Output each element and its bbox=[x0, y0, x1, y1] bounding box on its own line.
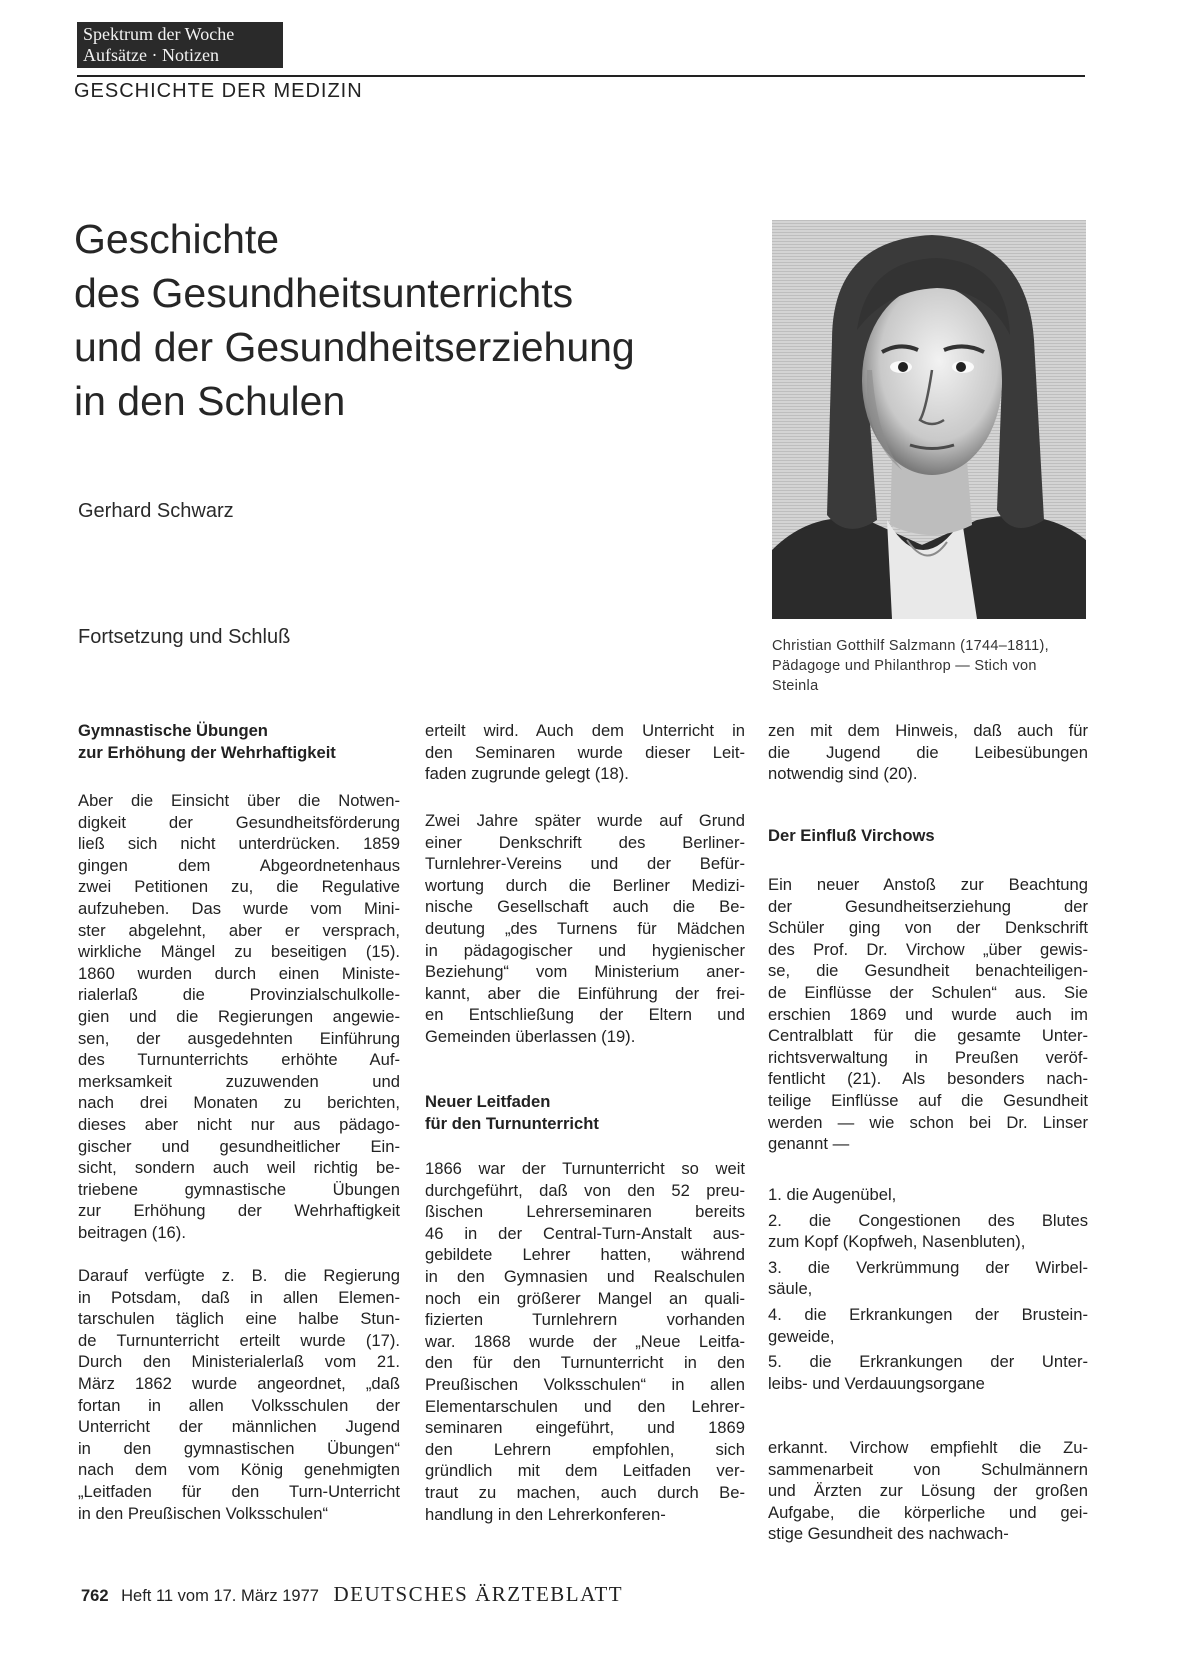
text-line: den Lehrern empfohlen, sich bbox=[425, 1439, 745, 1459]
column-3-paragraph-2 bbox=[768, 874, 1088, 1155]
text-line: beitragen (16). bbox=[78, 1222, 186, 1242]
text-line: des Turnunterrichts erhöhte Auf- bbox=[78, 1050, 400, 1070]
column-1-heading bbox=[78, 720, 400, 763]
text-line: erteilt wird. Auch dem Unterricht in bbox=[425, 721, 745, 740]
list-item-line: 2. die Congestionen des Blutes bbox=[768, 1210, 1088, 1230]
list-item-line: leibs- und Verdauungsorgane bbox=[768, 1373, 985, 1393]
page-footer bbox=[81, 1582, 623, 1607]
text-line: noch ein größerer Mangel an quali- bbox=[425, 1288, 745, 1308]
text-line: gebildete Lehrer hatten, während bbox=[425, 1245, 745, 1265]
text-line: 1866 war der Turnunterricht so weit bbox=[425, 1159, 745, 1178]
text-line: digkeit der Gesundheitsförderung bbox=[78, 812, 400, 832]
text-line: Zwei Jahre später wurde auf Grund bbox=[425, 811, 745, 830]
subheading: Neuer Leitfaden bbox=[425, 1092, 551, 1111]
title-line: des Gesundheitsunterrichts bbox=[74, 270, 574, 316]
portrait-image bbox=[772, 220, 1086, 619]
list-item-line: 4. die Erkrankungen der Brustein- bbox=[768, 1304, 1088, 1324]
text-line: war. 1868 wurde der „Neue Leitfa- bbox=[425, 1331, 745, 1351]
text-line: erkannt. Virchow empfiehlt die Zu- bbox=[768, 1438, 1088, 1457]
text-line: nach dem vom König genehmigten bbox=[78, 1460, 400, 1480]
text-line: Ein neuer Anstoß zur Beachtung bbox=[768, 875, 1088, 894]
text-line: fizierten Turnlehrern vorhanden bbox=[425, 1310, 745, 1330]
text-line: handlung in den Lehrerkonferen- bbox=[425, 1504, 666, 1524]
text-line: deutung „des Turnens für Mädchen bbox=[425, 918, 745, 938]
column-1-paragraph-2 bbox=[78, 1265, 400, 1524]
subheading: Gymnastische Übungen bbox=[78, 721, 268, 740]
text-line: einer Denkschrift des Berliner- bbox=[425, 832, 745, 852]
text-line: kannt, aber die Einführung der frei- bbox=[425, 983, 745, 1003]
section-label: GESCHICHTE DER MEDIZIN bbox=[74, 80, 363, 102]
text-line: in den gymnastischen Übungen“ bbox=[78, 1438, 400, 1458]
text-line: teilige Einflüsse auf die Gesundheit bbox=[768, 1090, 1088, 1110]
title-line: in den Schulen bbox=[74, 378, 346, 424]
text-line: gingen dem Abgeordnetenhaus bbox=[78, 855, 400, 875]
page-number: 762 bbox=[81, 1587, 109, 1605]
column-2-paragraph-1 bbox=[425, 720, 745, 785]
issue-info: Heft 11 vom 17. März 1977 bbox=[121, 1587, 319, 1605]
list-item bbox=[768, 1184, 1088, 1206]
text-line: zwei Petitionen zu, die Regulative bbox=[78, 877, 400, 897]
section-kicker-box bbox=[77, 22, 283, 68]
text-line: Aufgabe, die körperliche und gei- bbox=[768, 1502, 1088, 1522]
subheading: Der Einfluß Virchows bbox=[768, 826, 935, 845]
text-line: Aber die Einsicht über die Notwen- bbox=[78, 791, 400, 810]
list-item-line: 5. die Erkrankungen der Unter- bbox=[768, 1352, 1088, 1372]
text-line: nische Gesellschaft auch die Be- bbox=[425, 897, 745, 917]
kicker-line-2: Aufsätze · Notizen bbox=[83, 45, 219, 65]
text-line: seminaren eingeführt, und 1869 bbox=[425, 1418, 745, 1438]
column-2-paragraph-2 bbox=[425, 810, 745, 1048]
text-line: gründlich mit dem Leitfaden ver- bbox=[425, 1461, 745, 1481]
text-line: genannt — bbox=[768, 1134, 850, 1154]
column-2-heading bbox=[425, 1091, 745, 1134]
text-line: wortung durch die Berliner Medizi- bbox=[425, 875, 745, 895]
text-line: ßischen Lehrerseminaren bereits bbox=[425, 1202, 745, 1222]
text-line: Preußischen Volksschulen“ in allen bbox=[425, 1374, 745, 1394]
text-line: stige Gesundheit des nachwach- bbox=[768, 1524, 1009, 1544]
text-line: en Entschließung der Eltern und bbox=[425, 1005, 745, 1025]
subheading: zur Erhöhung der Wehrhaftigkeit bbox=[78, 742, 336, 762]
text-line: Gemeinden überlassen (19). bbox=[425, 1026, 636, 1046]
text-line: Beziehung“ vom Ministerium aner- bbox=[425, 962, 745, 982]
text-line: fentlicht (21). Als besonders nach- bbox=[768, 1069, 1088, 1089]
text-line: 1860 wurden durch einen Ministe- bbox=[78, 963, 400, 983]
caption-line: Steinla bbox=[772, 678, 819, 694]
text-line: den für den Turnunterricht in den bbox=[425, 1353, 745, 1373]
article-title bbox=[74, 212, 635, 428]
column-1-paragraph-1 bbox=[78, 790, 400, 1243]
text-line: gien und die Regierungen angewie- bbox=[78, 1006, 400, 1026]
text-line: des Prof. Dr. Virchow „über gewis- bbox=[768, 939, 1088, 959]
text-line: richtsverwaltung in Preußen veröf- bbox=[768, 1047, 1088, 1067]
article-subtitle: Fortsetzung und Schluß bbox=[78, 626, 291, 648]
text-line: Unterricht der männlichen Jugend bbox=[78, 1417, 400, 1437]
list-item-line: 1. die Augenübel, bbox=[768, 1185, 897, 1204]
list-item bbox=[768, 1304, 1088, 1347]
text-line: und Ärzten zur Lösung der großen bbox=[768, 1481, 1088, 1501]
text-line: nach drei Monaten zu berichten, bbox=[78, 1093, 400, 1113]
text-line: faden zugrunde gelegt (18). bbox=[425, 764, 629, 784]
text-line: notwendig sind (20). bbox=[768, 764, 918, 784]
text-line: dieses aber nicht nur aus pädago- bbox=[78, 1114, 400, 1134]
text-line: März 1862 wurde angeordnet, „daß bbox=[78, 1373, 400, 1393]
list-item bbox=[768, 1351, 1088, 1394]
text-line: zen mit dem Hinweis, daß auch für bbox=[768, 721, 1088, 740]
subheading: für den Turnunterricht bbox=[425, 1113, 599, 1133]
text-line: der Gesundheitserziehung der bbox=[768, 896, 1088, 916]
text-line: de Turnunterricht erteilt wurde (17). bbox=[78, 1330, 400, 1350]
text-line: in den Gymnasien und Realschulen bbox=[425, 1266, 745, 1286]
magazine-name: DEUTSCHES ÄRZTEBLATT bbox=[333, 1582, 624, 1606]
text-line: sen, der ausgedehnten Einführung bbox=[78, 1028, 400, 1048]
portrait-engraving-icon bbox=[772, 220, 1086, 619]
text-line: fortan in allen Volksschulen der bbox=[78, 1395, 400, 1415]
caption-line: Christian Gotthilf Salzmann (1744–1811), bbox=[772, 638, 1049, 654]
text-line: sicht, sondern auch weil richtig be- bbox=[78, 1158, 400, 1178]
text-line: Schüler ging von der Denkschrift bbox=[768, 918, 1088, 938]
text-line: rialerlaß die Provinzialschulkolle- bbox=[78, 985, 400, 1005]
text-line: de Einflüsse der Schulen“ aus. Sie bbox=[768, 982, 1088, 1002]
text-line: merksamkeit zuzuwenden und bbox=[78, 1071, 400, 1091]
text-line: se, die Gesundheit benachteiligen- bbox=[768, 961, 1088, 981]
author-name: Gerhard Schwarz bbox=[78, 500, 234, 522]
kicker-line-1: Spektrum der Woche bbox=[83, 24, 235, 44]
text-line: Turnlehrer-Vereins und der Befür- bbox=[425, 854, 745, 874]
title-line: und der Gesundheitserziehung bbox=[74, 324, 635, 370]
text-line: wirkliche Mängel zu beseitigen (15). bbox=[78, 942, 400, 962]
text-line: ster abgelehnt, aber er versprach, bbox=[78, 920, 400, 940]
caption-line: Pädagoge und Philanthrop — Stich von bbox=[772, 658, 1037, 674]
text-line: Darauf verfügte z. B. die Regierung bbox=[78, 1266, 400, 1285]
column-3-paragraph-1 bbox=[768, 720, 1088, 785]
figure-caption bbox=[772, 636, 1092, 696]
list-item bbox=[768, 1210, 1088, 1253]
text-line: aufzuheben. Das wurde vom Mini- bbox=[78, 898, 400, 918]
text-line: durchgeführt, daß von den 52 preu- bbox=[425, 1180, 745, 1200]
list-item-line: säule, bbox=[768, 1279, 813, 1299]
text-line: tarschulen täglich eine halbe Stun- bbox=[78, 1309, 400, 1329]
text-line: werden — wie schon bei Dr. Linser bbox=[768, 1112, 1088, 1132]
list-item-line: zum Kopf (Kopfweh, Nasenbluten), bbox=[768, 1232, 1026, 1252]
text-line: in Potsdam, daß in allen Elemen- bbox=[78, 1287, 400, 1307]
list-item-line: geweide, bbox=[768, 1326, 835, 1346]
text-line: in pädagogischer und hygienischer bbox=[425, 940, 745, 960]
header-rule bbox=[77, 75, 1085, 77]
text-line: zur Erhöhung der Wehrhaftigkeit bbox=[78, 1201, 400, 1221]
text-line: Durch den Ministerialerlaß vom 21. bbox=[78, 1352, 400, 1372]
column-2-paragraph-3 bbox=[425, 1158, 745, 1525]
text-line: erschien 1869 und wurde auch im bbox=[768, 1004, 1088, 1024]
text-line: traut zu machen, auch durch Be- bbox=[425, 1482, 745, 1502]
column-3-paragraph-3 bbox=[768, 1437, 1088, 1545]
text-line: Elementarschulen und den Lehrer- bbox=[425, 1396, 745, 1416]
text-line: gischer und gesundheitlicher Ein- bbox=[78, 1136, 400, 1156]
column-3-list bbox=[768, 1184, 1088, 1398]
list-item bbox=[768, 1257, 1088, 1300]
text-line: triebene gymnastische Übungen bbox=[78, 1179, 400, 1199]
text-line: ließ sich nicht unterdrücken. 1859 bbox=[78, 834, 400, 854]
list-item-line: 3. die Verkrümmung der Wirbel- bbox=[768, 1257, 1088, 1277]
text-line: Centralblatt für die gesamte Unter- bbox=[768, 1026, 1088, 1046]
title-line: Geschichte bbox=[74, 216, 280, 262]
text-line: die Jugend die Leibesübungen bbox=[768, 742, 1088, 762]
text-line: „Leitfaden für den Turn-Unterricht bbox=[78, 1481, 400, 1501]
text-line: in den Preußischen Volksschulen“ bbox=[78, 1503, 328, 1523]
column-3-heading bbox=[768, 825, 1088, 847]
text-line: 46 in der Central-Turn-Anstalt aus- bbox=[425, 1223, 745, 1243]
text-line: den Seminaren wurde dieser Leit- bbox=[425, 742, 745, 762]
text-line: sammenarbeit von Schulmännern bbox=[768, 1459, 1088, 1479]
